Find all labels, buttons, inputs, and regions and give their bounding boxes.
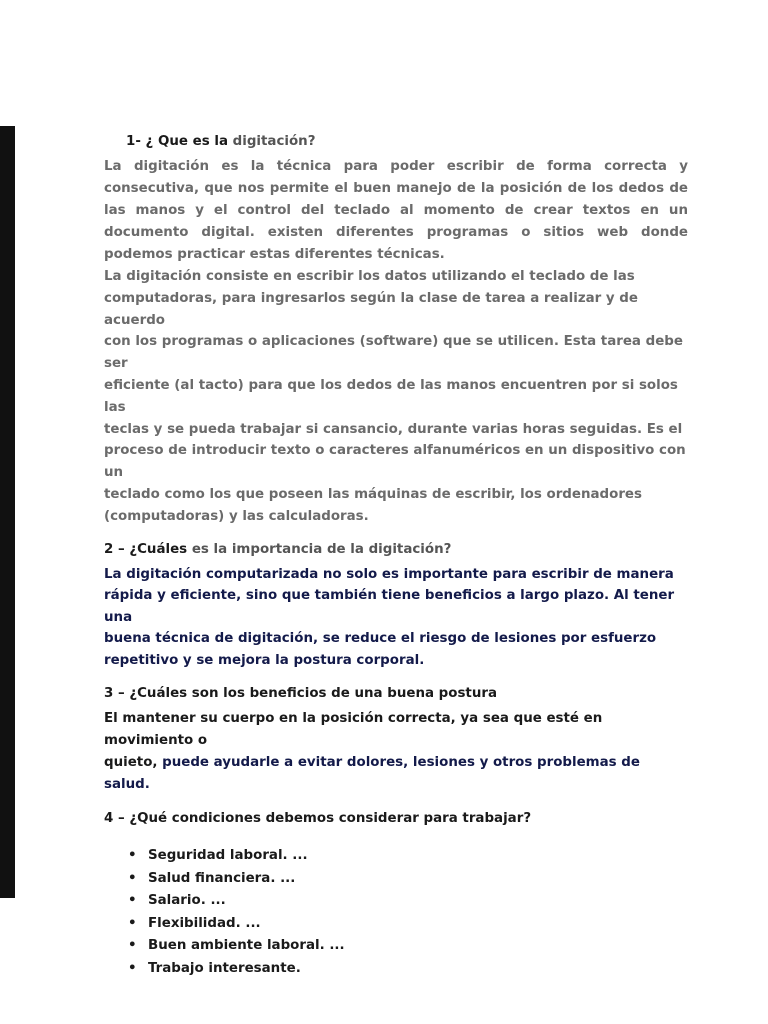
answer-1-p2-line: teclado como los que poseen las máquinas de escribir, los ordenadores	[104, 486, 642, 502]
answer-1-p2-line: computadoras, para ingresarlos según la clase de tarea a realizar y de acuerdo	[104, 290, 638, 328]
left-edge-bar	[0, 126, 15, 898]
answer-2-line: La digitación computarizada no solo es importante para escribir de manera	[104, 566, 674, 582]
question-4-heading: 4 – ¿Qué condiciones debemos considerar para trabajar?	[104, 811, 532, 827]
answer-1-paragraph-2	[104, 266, 688, 528]
question-1-prefix: ¿ Que es la	[145, 134, 228, 149]
answer-2-line: buena técnica de digitación, se reduce el riesgo de lesiones por esfuerzo	[104, 631, 657, 647]
bullet-icon: •	[128, 848, 137, 864]
question-1-heading	[126, 128, 688, 156]
list-item-label: Salud financiera. ...	[148, 870, 296, 886]
list-item	[126, 890, 688, 913]
answer-3-line-1: El mantener su cuerpo en la posición correcta, ya sea que esté en movimiento o	[104, 711, 603, 749]
list-item	[126, 868, 688, 891]
answer-2-line: rápida y eficiente, sino que también tiene beneficios a largo plazo. Al tener una	[104, 588, 675, 625]
answer-2-paragraph	[104, 564, 688, 672]
list-item	[126, 913, 688, 936]
answer-1-p2-line: con los programas o aplicaciones (software) que se utilicen. Esta tarea debe ser	[104, 334, 683, 372]
question-3-heading: 3 – ¿Cuáles son los beneficios de una buena postura	[104, 686, 498, 702]
bullet-icon: •	[128, 961, 137, 977]
answer-3-line-2-start: quieto,	[104, 755, 158, 771]
list-item-label: Seguridad laboral. ...	[148, 848, 308, 864]
conditions-list	[126, 845, 688, 981]
answer-1-p2-line: teclas y se pueda trabajar si cansancio, durante varias horas seguidas. Es el	[104, 421, 683, 437]
answer-3-line-2-rest: puede ayudarle a evitar dolores, lesiones y otros problemas de salud.	[104, 755, 640, 793]
bullet-icon: •	[128, 915, 137, 931]
bullet-icon: •	[128, 870, 137, 886]
question-2-heading	[104, 536, 688, 564]
answer-1-p1-line: que nos permite el buen manejo de la posición de los dedos de las manos y el	[104, 181, 688, 218]
answer-3-paragraph	[104, 708, 688, 796]
question-2-rest: es la importancia de la digitación?	[191, 541, 452, 557]
list-item-label: Buen ambiente laboral. ...	[148, 938, 345, 954]
list-item-label: Salario. ...	[148, 893, 226, 909]
list-item-label: Trabajo interesante.	[148, 961, 301, 977]
question-2-lead: 2 – ¿Cuáles	[104, 541, 188, 557]
answer-1-p1-line: diferentes programas o sitios web donde podemos practicar estas diferentes	[104, 225, 688, 262]
answer-1-p1-line: La digitación es la técnica para poder escribir de forma correcta y consecutiva,	[104, 159, 688, 196]
list-item-label: Flexibilidad. ...	[148, 915, 261, 931]
bullet-icon: •	[128, 938, 137, 954]
answer-1-p2-line: proceso de introducir texto o caracteres alfanuméricos en un dispositivo con un	[104, 443, 686, 481]
bullet-icon: •	[128, 893, 137, 909]
list-item	[126, 845, 688, 868]
list-item	[126, 935, 688, 958]
answer-1-p2-line: La digitación consiste en escribir los datos utilizando el teclado de las	[104, 269, 635, 284]
question-1-number: 1-	[126, 134, 141, 149]
answer-1-p1-line: técnicas.	[377, 247, 445, 262]
answer-1-p2-line: (computadoras) y las calculadoras.	[104, 508, 369, 524]
answer-1-p1-line: control del teclado al momento de crear textos en un documento digital. existen	[104, 203, 688, 240]
answer-1-p2-line: eficiente (al tacto) para que los dedos de las manos encuentren por si solos las	[104, 377, 678, 415]
answer-2-line: repetitivo y se mejora la postura corporal.	[104, 652, 425, 668]
list-item	[126, 958, 688, 981]
answer-1-paragraph-1	[104, 156, 688, 266]
document-body	[104, 128, 688, 981]
question-1-highlight: digitación?	[232, 134, 316, 149]
